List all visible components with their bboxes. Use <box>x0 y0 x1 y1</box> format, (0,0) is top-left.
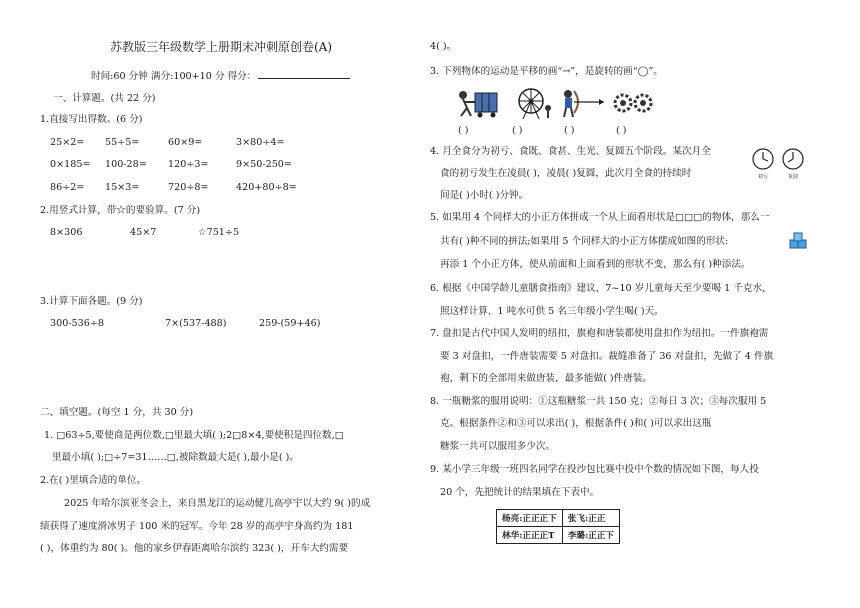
question-2-8-line2: 克。根据条件②和③可以求出( )，根据条件( )和( )可以求出这瓶 <box>440 418 712 429</box>
question-2-6-line2: 照这样计算，1 吨水可供 5 名三年级小学生喝( )天。 <box>440 306 664 317</box>
oral-item: 720÷8= <box>168 182 209 193</box>
oral-item: 420+80÷8= <box>236 182 297 193</box>
section-2-heading: 二、填空题。(每空 1 分，共 30 分) <box>40 407 194 418</box>
clock-label: 复圆 <box>788 174 799 180</box>
exam-meta-text: 时间:60 分钟 满分:100+10 分 得分： <box>91 71 257 82</box>
vertical-item: 45×7 <box>130 227 157 238</box>
clocks-icon <box>750 148 808 180</box>
tally-cell: 杨亮:正正正下 <box>497 510 563 527</box>
question-2-5-line3: 再添 1 个小正方体，使从前面和上面看到的形状不变，那么有( )种添法。 <box>440 259 751 270</box>
vertical-item: 8×306 <box>50 227 83 238</box>
motion-answer-blank[interactable]: ( ) <box>512 125 523 136</box>
question-2-2: 2.在( )里填合适的单位。 <box>40 475 147 486</box>
oral-item: 9×50-250= <box>236 159 292 170</box>
clock-label: 初亏 <box>758 174 769 180</box>
cubes-shape-icon <box>789 232 809 250</box>
motion-answer-blank[interactable]: ( ) <box>564 125 575 136</box>
question-2-4-line2: 食的初亏发生在凌晨( )，凌晨( )复圆，此次月全食的持续时 <box>440 168 692 179</box>
oral-item: 60×9= <box>168 137 203 148</box>
gears-icon <box>612 92 656 114</box>
question-2-1-line1: 1. □63÷5,要使商是两位数,□里最大填( );2□8×4,要使积是四位数,□ <box>44 430 344 441</box>
question-1-1: 1.直接写出得数。(6 分) <box>40 114 143 125</box>
paragraph-line: 2025 年哈尔滨亚冬会上，来自黑龙江的运动健儿高亭宇以大约 9( )的成 <box>64 498 371 509</box>
question-2-4-line1: 4. 月全食分为初亏、食既、食甚、生光、复圆五个阶段。某次月全 <box>430 146 711 157</box>
question-1-3: 3.计算下面各题。(9 分) <box>40 296 143 307</box>
pushing-cart-icon <box>455 88 505 118</box>
question-2-5-line1: 5. 如果用 4 个同样大的小正方体拼成一个从上面看形状是□□□的物体，那么一 <box>430 212 770 223</box>
oral-item: 120÷3= <box>168 159 209 170</box>
oral-item: 0×185= <box>50 159 91 170</box>
tally-cell: 林华:正正正T <box>497 527 563 544</box>
question-2-9-line2: 20 个，先把统计的结果填在下表中。 <box>440 487 600 498</box>
question-2-7-line2: 要 3 对盘扣，一件唐装需要 5 对盘扣。裁缝准备了 36 对盘扣，先做了 4 件旗 <box>440 351 774 362</box>
continued-line: 4( )。 <box>430 41 457 52</box>
section-1-heading: 一、计算题。(共 22 分) <box>53 93 156 104</box>
question-2-6-line1: 6. 根据《中国学龄儿童膳食指南》建议，7~10 岁儿童每天至少要喝 1 千克水， <box>430 283 772 294</box>
oral-item: 100-28= <box>105 159 147 170</box>
question-1-2: 2.用竖式计算，带☆的要验算。(7 分) <box>40 205 201 216</box>
archer-icon <box>560 88 606 118</box>
oral-item: 15×3= <box>105 182 140 193</box>
question-2-9-line1: 9. 某小学三年级一班四名同学在投沙包比赛中投中个数的情况如下图，每人投 <box>430 464 759 475</box>
question-2-5-line2: 共有( )种不同的拼法;如果用 5 个同样大的小正方体摆成如图的形状: <box>440 236 729 247</box>
score-blank[interactable] <box>258 68 350 79</box>
question-2-8-line3: 糖浆一共可以服用多少次。 <box>440 441 556 452</box>
mixed-item: 300-536÷8 <box>50 318 105 329</box>
question-2-4-line3: 间是( )小时( )分钟。 <box>440 190 529 201</box>
exam-meta <box>91 68 350 83</box>
question-2-8-line1: 8. 一瓶糖浆的服用说明：①这瓶糖浆一共 150 克；②每日 3 次；③每次服用 5 <box>430 396 767 407</box>
tally-cell: 张飞:正正 <box>562 510 619 527</box>
oral-item: 86÷2= <box>50 182 85 193</box>
paragraph-line: 绩获得了速度滑冰男子 100 米的冠军。今年 28 岁的高亭宇身高约为 181 <box>40 521 354 532</box>
ferris-wheel-icon <box>510 86 552 120</box>
mixed-item: 7×(537-488) <box>165 318 227 329</box>
question-2-3: 3. 下列物体的运动是平移的画“→”，是旋转的画“◯”。 <box>430 66 663 77</box>
question-2-7-line3: 袍，剩下的全部用来做唐装，最多能做( )件唐装。 <box>440 373 653 384</box>
question-2-1-line2: 里最小填( );□÷7=31……□,被除数最大是( ),最小是( )。 <box>52 452 299 463</box>
motion-answer-blank[interactable]: ( ) <box>458 125 469 136</box>
question-2-7-line1: 7. 盘扣是古代中国人发明的纽扣，旗袍和唐装都使用盘扣作为纽扣。一件旗袍需 <box>430 328 769 339</box>
oral-item: 55÷5= <box>105 137 140 148</box>
tally-cell: 李璐:正正下 <box>562 527 619 544</box>
motion-answer-blank[interactable]: ( ) <box>616 125 627 136</box>
vertical-item: ☆751÷5 <box>198 227 240 238</box>
oral-item: 3×80÷4= <box>236 137 285 148</box>
tally-chart <box>496 509 620 544</box>
paragraph-line: ( )，体重约为 80( )。他的家乡伊春距离哈尔滨约 323( )，开车大约需要 <box>40 543 349 554</box>
page-title: 苏教版三年级数学上册期末冲刺原创卷(A) <box>110 40 333 54</box>
oral-item: 25×2= <box>50 137 85 148</box>
mixed-item: 259-(59+46) <box>259 318 321 329</box>
